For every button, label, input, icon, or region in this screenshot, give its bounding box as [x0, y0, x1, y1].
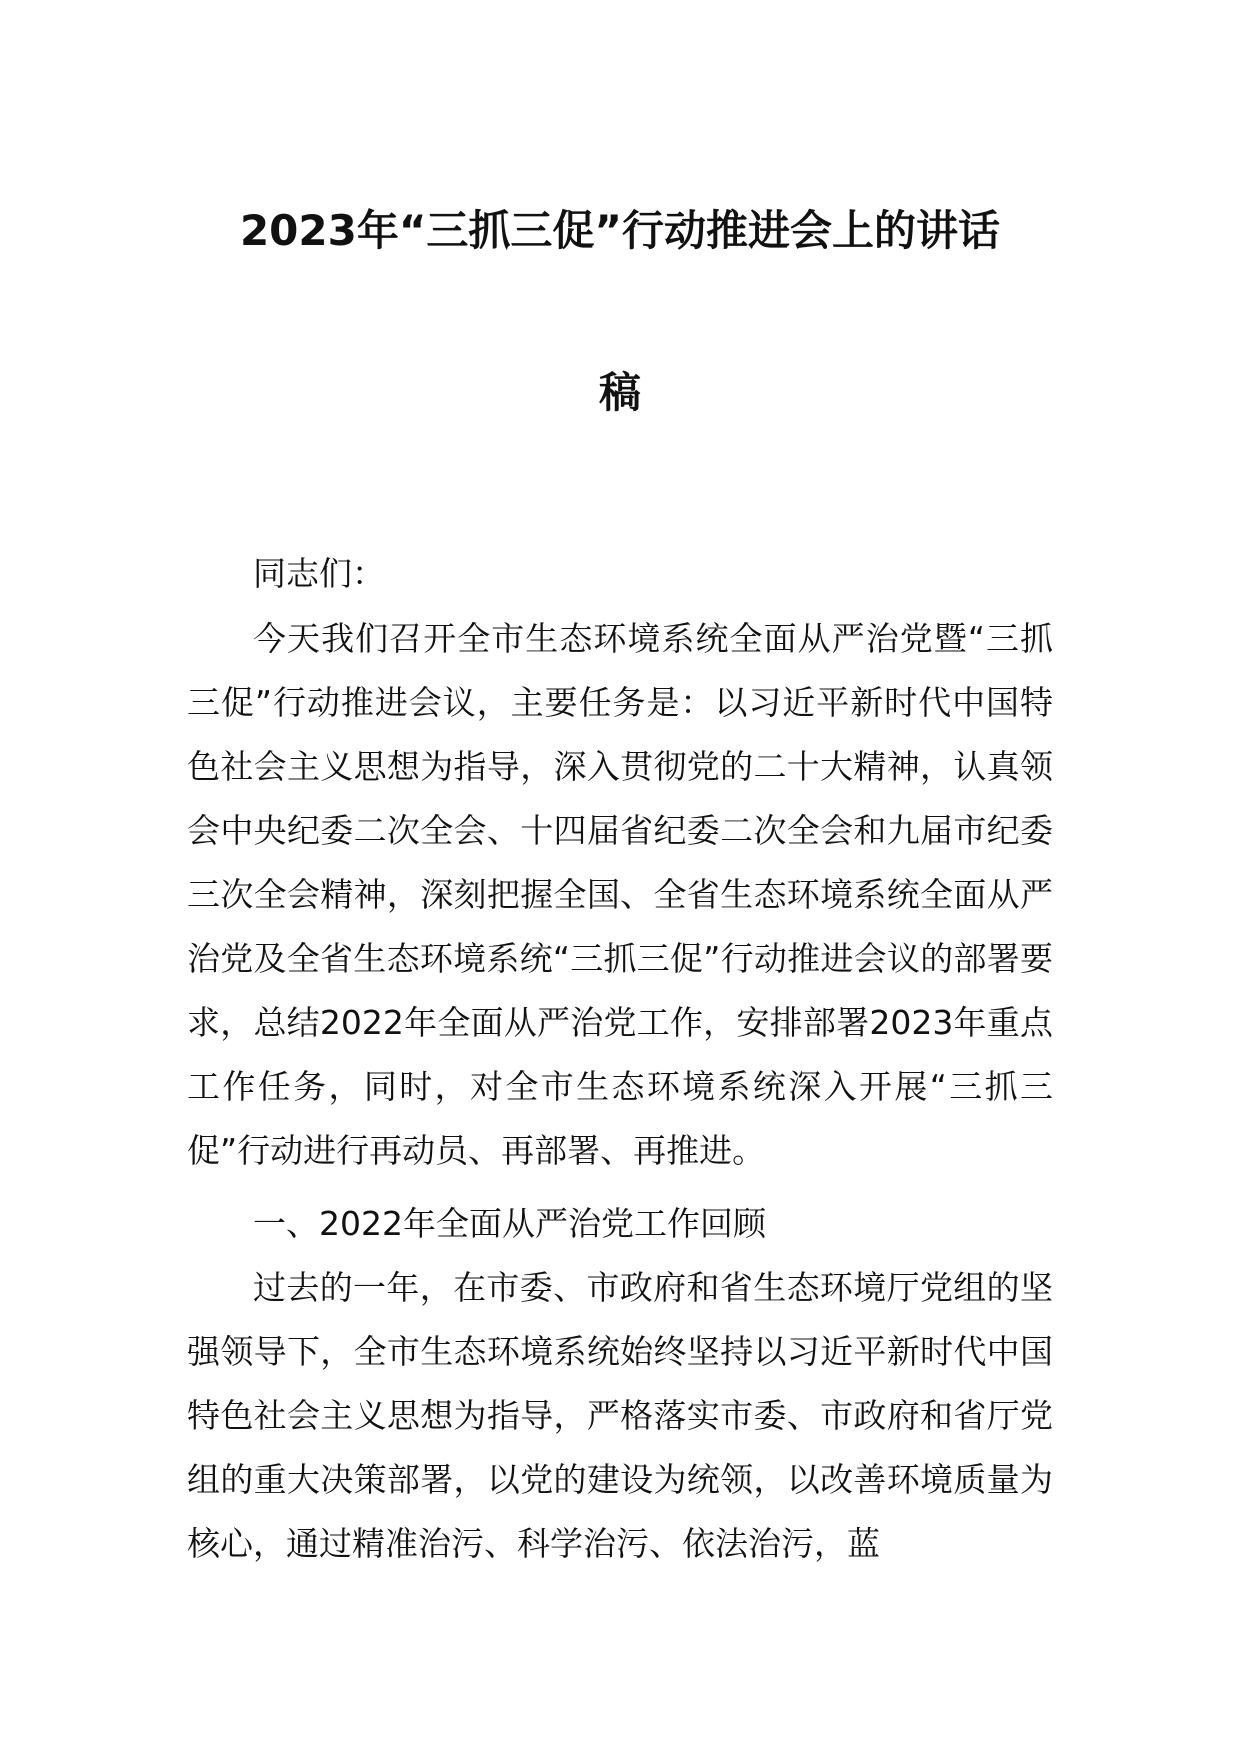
- document-title-line-1: 2023年“三抓三促”行动推进会上的讲话: [239, 206, 1001, 255]
- section-heading-1: 一、2022年全面从严治党工作回顾: [253, 1204, 766, 1243]
- paragraph-2: 过去的一年，在市委、市政府和省生态环境厅党组的坚强领导下，全市生态环境系统始终坚持以习近平新时代中国特色社会主义思想为指导，严格落实市委、市政府和省厅党组的重大决策部署，以党的建设为统领，以改善环境质量为核心，通过精准治污、科学治污、依法治污，蓝: [187, 1268, 1053, 1563]
- paragraph-1: 今天我们召开全市生态环境系统全面从严治党暨“三抓三促”行动推进会议，主要任务是：以习近平新时代中国特色社会主义思想为指导，深入贯彻党的二十大精神，认真领会中央纪委二次全会、十四届省纪委二次全会和九届市纪委三次全会精神，深刻把握全国、全省生态环境系统全面从严治党及全省生态环境系统“三抓三促”行动推进会议的部署要求，总结2022年全面从严治党工作，安排部署2023年重点工作任务，同时，对全市生态环境系统深入开展“三抓三促”行动进行再动员、再部署、再推进。: [187, 619, 1053, 1170]
- salutation: 同志们：: [253, 554, 385, 593]
- document-title-line-2: 稿: [598, 368, 641, 417]
